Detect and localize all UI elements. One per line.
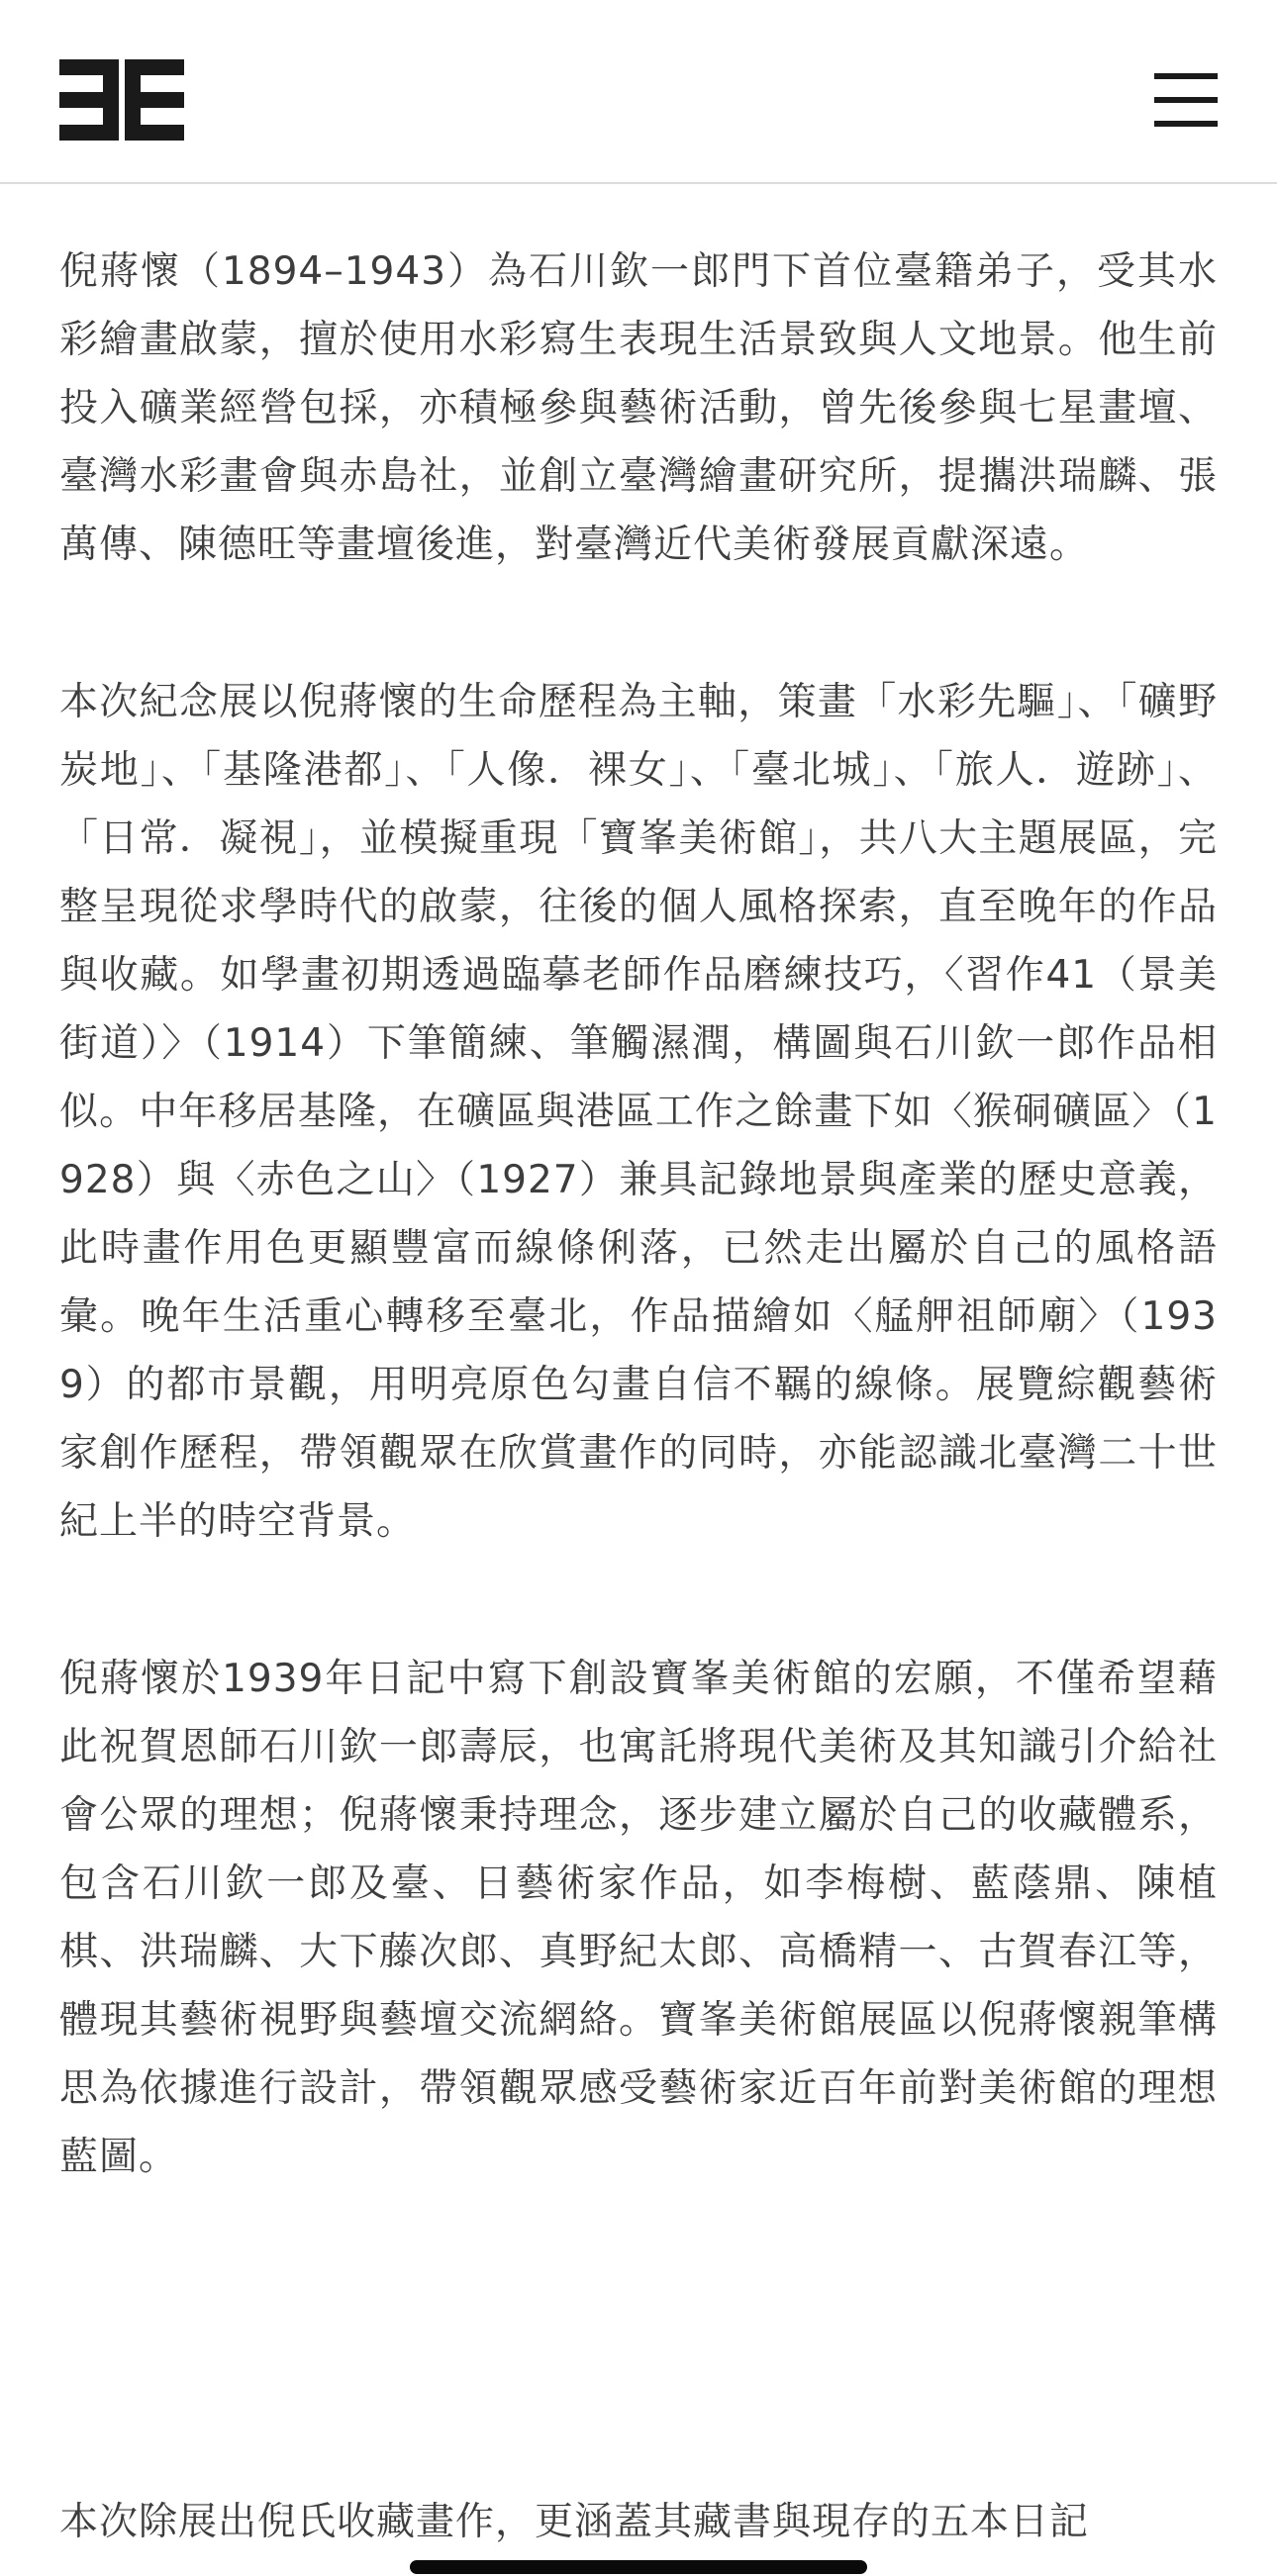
article-paragraph-1: 倪蔣懷（1894–1943）為石川欽一郎門下首位臺籍弟子，受其水彩繪畫啟蒙，擅於使用水彩寫生表現生活景致與人文地景。他生前投入礦業經營包採，亦積極參與藝術活動，曾先後參與七星畫壇、臺灣水彩畫會與赤島社，並創立臺灣繪畫研究所，提攜洪瑞麟、張萬傳、陳德旺等畫壇後進，對臺灣近代美術發展貢獻深遠。 — [59, 249, 1218, 567]
brand-logo-icon[interactable] — [59, 59, 184, 141]
home-indicator[interactable] — [410, 2560, 867, 2574]
site-header — [0, 0, 1277, 184]
article-body — [59, 238, 1218, 2280]
article-paragraph-3: 倪蔣懷於1939年日記中寫下創設寶峯美術館的宏願，不僅希望藉此祝賀恩師石川欽一郎壽辰，也寓託將現代美術及其知識引介給社會公眾的理想；倪蔣懷秉持理念，逐步建立屬於自己的收藏體系，包含石川欽一郎及臺、日藝術家作品，如李梅樹、藍蔭鼎、陳植棋、洪瑞麟、大下藤次郎、真野紀太郎、高橋精一、古賀春江等，體現其藝術視野與藝壇交流網絡。寶峯美術館展區以倪蔣懷親筆構思為依據進行設計，帶領觀眾感受藝術家近百年前對美術館的理想藍圖。 — [59, 1657, 1218, 2179]
article-paragraph-4: 本次除展出倪氏收藏畫作，更涵蓋其藏書與現存的五本日記 — [59, 2500, 1090, 2544]
article-paragraph-2: 本次紀念展以倪蔣懷的生命歷程為主軸，策畫「水彩先驅」、「礦野炭地」、「基隆港都」、「人像．裸女」、「臺北城」、「旅人．遊跡」、「日常．凝視」，並模擬重現「寶峯美術館」，共八大主題展區，完整呈現從求學時代的啟蒙，往後的個人風格探索，直至晚年的作品與收藏。如學畫初期透過臨摹老師作品磨練技巧，〈習作41（景美街道）〉（1914）下筆簡練、筆觸濕潤，構圖與石川欽一郎作品相似。中年移居基隆，在礦區與港區工作之餘畫下如〈猴硐礦區〉（1928）與〈赤色之山〉（1927）兼具記錄地景與產業的歷史意義，此時畫作用色更顯豐富而線條俐落，已然走出屬於自己的風格語彙。晚年生活重心轉移至臺北，作品描繪如〈艋舺祖師廟〉（1939）的都市景觀，用明亮原色勾畫自信不羈的線條。展覽綜觀藝術家創作歷程，帶領觀眾在欣賞畫作的同時，亦能認識北臺灣二十世紀上半的時空背景。 — [59, 680, 1218, 1544]
hamburger-menu-icon[interactable] — [1154, 71, 1218, 129]
